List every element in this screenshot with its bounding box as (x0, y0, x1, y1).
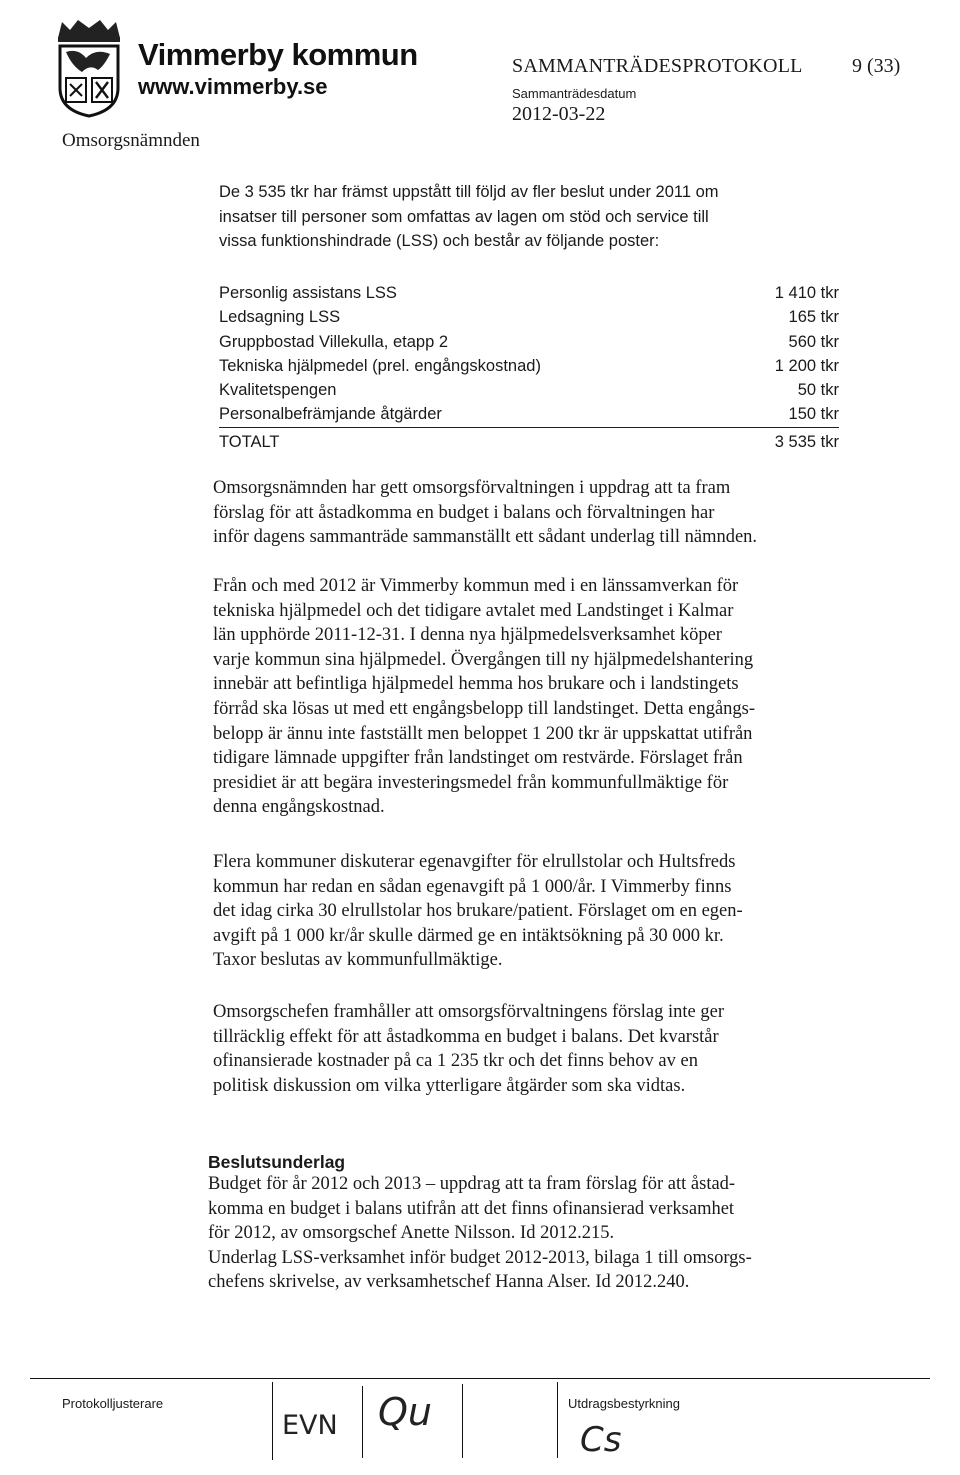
paragraph-line: Omsorgsnämnden har gett omsorgsförvaltningen i uppdrag att ta fram (213, 478, 731, 498)
paragraph-line: varje kommun sina hjälpmedel. Övergången till ny hjälpmedelshantering (213, 649, 754, 670)
signature-box-divider (462, 1384, 463, 1458)
body-paragraph (213, 476, 873, 550)
paragraph-line: politisk diskussion om vilka ytterligare åtgärder som ska vidtas. (213, 1075, 686, 1096)
paragraph-line: kommun har redan en sådan egenavgift på 1 000/år. I Vimmerby finns (213, 876, 732, 897)
paragraph-line: för 2012, av omsorgschef Anette Nilsson. Id 2012.215. (208, 1223, 615, 1243)
meeting-date: 2012-03-22 (512, 103, 606, 125)
table-row (219, 330, 839, 354)
cost-label: Personlig assistans LSS (219, 284, 397, 302)
paragraph-line: chefens skrivelse, av verksamhetschef Hanna Alser. Id 2012.240. (208, 1272, 690, 1292)
paragraph-line: Från och med 2012 är Vimmerby kommun med i en länssamverkan för (213, 576, 739, 596)
cost-label: Kvalitetspengen (219, 381, 337, 400)
adjuster-initials-1: EVN (282, 1410, 338, 1441)
organization-website: www.vimmerby.se (138, 74, 328, 99)
cost-label: Tekniska hjälpmedel (prel. engångskostnad) (219, 356, 541, 375)
table-total-row (219, 430, 839, 454)
paragraph-line: tekniska hjälpmedel och det tidigare avtalet med Landstinget i Kalmar (213, 600, 734, 621)
cost-amount: 1 410 tkr (774, 284, 839, 302)
cost-amount: 150 tkr (788, 405, 839, 424)
body-paragraph (213, 574, 873, 820)
paragraph-line: insatser till personer som omfattas av lagen om stöd och service till (219, 207, 709, 226)
intro-paragraph (219, 180, 859, 254)
footer-divider (30, 1378, 930, 1379)
page-number: 9 (33) (852, 55, 901, 77)
adjuster-initials-2: Qu (378, 1390, 432, 1434)
extract-signature: Cs (580, 1420, 622, 1460)
paragraph-line: förslag för att åstadkomma en budget i balans och förvaltningen har (213, 502, 715, 523)
table-row (219, 378, 839, 402)
paragraph-line: förråd ska lösas ut med ett engångsbelopp till landstinget. Detta engångs- (213, 698, 756, 719)
cost-table (219, 281, 839, 454)
adjuster-label: Protokolljusterare (62, 1396, 164, 1411)
department-name: Omsorgsnämnden (62, 130, 200, 151)
document-title: SAMMANTRÄDESPROTOKOLL (512, 55, 803, 77)
paragraph-line: presidiet är att begära investeringsmedel från kommunfullmäktige för (213, 772, 729, 793)
paragraph-line: Flera kommuner diskuterar egenavgifter för elrullstolar och Hultsfreds (213, 852, 736, 872)
municipal-coat-of-arms-logo (52, 18, 126, 118)
total-label: TOTALT (219, 432, 280, 451)
cost-amount: 560 tkr (788, 332, 839, 351)
table-row (219, 402, 839, 427)
paragraph-line: det idag cirka 30 elrullstolar hos brukare/patient. Förslaget om en egen- (213, 901, 743, 922)
paragraph-line: De 3 535 tkr har främst uppstått till följd av fler beslut under 2011 om (219, 183, 719, 201)
meeting-date-label: Sammanträdesdatum (512, 86, 637, 101)
table-row (219, 281, 839, 305)
paragraph-line: Taxor beslutas av kommunfullmäktige. (213, 950, 503, 971)
paragraph-line: Budget för år 2012 och 2013 – uppdrag att ta fram förslag för att åstad- (208, 1174, 736, 1194)
cost-amount: 50 tkr (797, 381, 839, 400)
section-heading: Beslutsunderlag (208, 1152, 346, 1172)
paragraph-line: Omsorgschefen framhåller att omsorgsförvaltningens förslag inte ger (213, 1002, 725, 1022)
paragraph-line: län upphörde 2011-12-31. I denna nya hjälpmedelsverksamhet köper (213, 625, 722, 646)
paragraph-line: komma en budget i balans utifrån att det finns ofinansierad verksamhet (208, 1198, 735, 1219)
cost-amount: 165 tkr (788, 308, 839, 327)
paragraph-line: inför dagens sammanträde sammanställt ett sådant underlag till nämnden. (213, 527, 758, 548)
cost-label: Gruppbostad Villekulla, etapp 2 (219, 332, 449, 351)
signature-box-divider (272, 1382, 273, 1460)
paragraph-line: Underlag LSS-verksamhet inför budget 2012-2013, bilaga 1 till omsorgs- (208, 1247, 752, 1268)
paragraph-line: belopp är ännu inte fastställt men beloppet 1 200 tkr är uppskattat utifrån (213, 723, 753, 744)
paragraph-line: tidigare lämnade uppgifter från landstinget om restvärde. Förslaget från (213, 748, 743, 769)
paragraph-line: innebär att befintliga hjälpmedel hemma hos brukare och i landstingets (213, 674, 739, 695)
total-amount: 3 535 tkr (774, 432, 839, 451)
paragraph-line: avgift på 1 000 kr/år skulle därmed ge en intäktsökning på 30 000 kr. (213, 925, 724, 946)
cost-amount: 1 200 tkr (774, 356, 839, 375)
signature-box-divider (557, 1382, 558, 1458)
decision-basis-list (208, 1172, 868, 1295)
table-row (219, 305, 839, 329)
signature-box-divider (362, 1386, 363, 1458)
paragraph-line: tillräcklig effekt för att åstadkomma en budget i balans. Det kvarstår (213, 1026, 719, 1047)
extract-certification-label: Utdragsbestyrkning (568, 1396, 680, 1411)
cost-label: Personalbefrämjande åtgärder (219, 405, 442, 424)
organization-name: Vimmerby kommun (138, 37, 418, 72)
paragraph-line: ofinansierade kostnader på ca 1 235 tkr och det finns behov av en (213, 1051, 698, 1072)
table-row (219, 354, 839, 378)
body-paragraph (213, 1000, 873, 1098)
cost-label: Ledsagning LSS (219, 308, 341, 327)
body-paragraph (213, 850, 873, 973)
paragraph-line: vissa funktionshindrade (LSS) och består av följande poster: (219, 232, 660, 250)
paragraph-line: denna engångskostnad. (213, 797, 385, 818)
